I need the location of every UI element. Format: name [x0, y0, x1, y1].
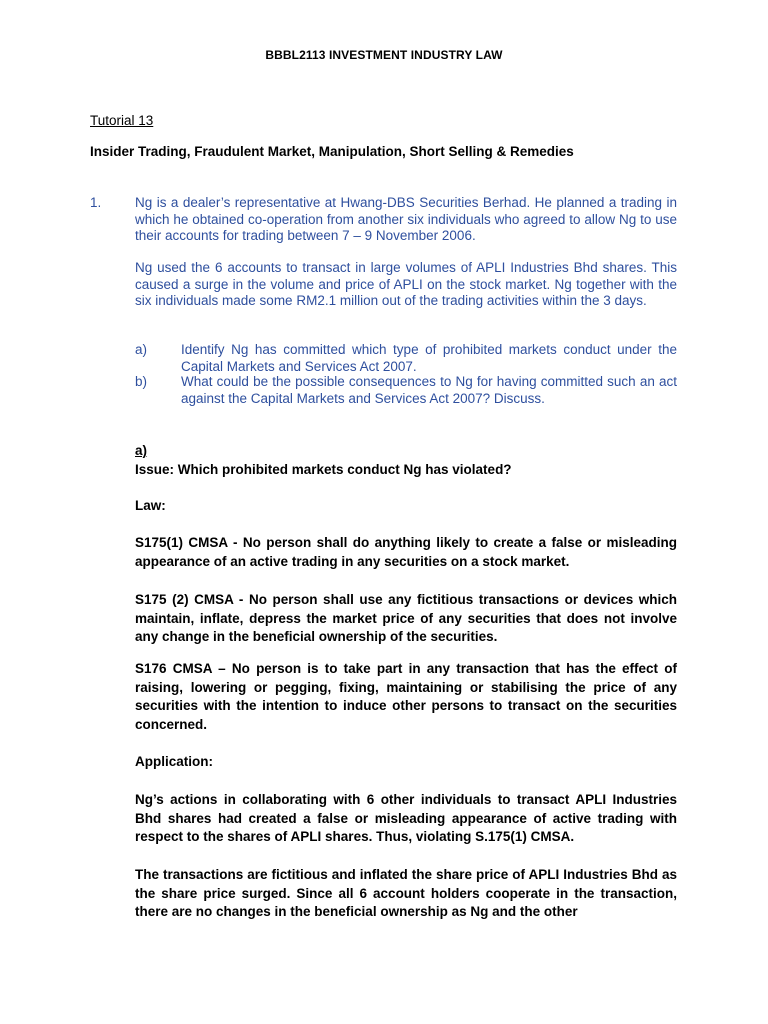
tutorial-label: Tutorial 13 — [90, 113, 154, 128]
question-number: 1. — [90, 195, 102, 210]
question-paragraph-2: Ng used the 6 accounts to transact in large volumes of APLI Industries Bhd shares. This caused a surge in the volume and price of APLI on the stock market. Ng together with the six individuals made some RM2.1 million out of the trading activities within the 3 days. — [135, 260, 677, 309]
sub-question-label: b) — [135, 374, 148, 389]
law-item-s175-2: S175 (2) CMSA - No person shall use any fictitious transactions or devices which maintain, inflate, depress the market price of any securities that does not involve any change in the beneficial ownership of the securities. — [135, 592, 677, 645]
law-item-s175-1: S175(1) CMSA - No person shall do anything likely to create a false or misleading appearance of an active trading in any securities on a stock market. — [135, 535, 677, 569]
course-title: BBBL2113 INVESTMENT INDUSTRY LAW — [265, 48, 503, 62]
sub-question-text: What could be the possible consequences to Ng for having committed such an act against the Capital Markets and Services Act 2007? Discuss. — [181, 374, 677, 406]
sub-question-label: a) — [135, 342, 148, 357]
question-paragraph-1: Ng is a dealer’s representative at Hwang-DBS Securities Berhad. He planned a trading in which he obtained co-operation from another six individuals who agreed to allow Ng to use their accounts for trading between 7 – 9 November 2006. — [135, 195, 677, 244]
application-paragraph-2: The transactions are fictitious and inflated the share price of APLI Industries Bhd as the share price surged. Since all 6 account holders cooperate in the transaction, there are no changes in the beneficial ownership as Ng and the other — [135, 867, 677, 920]
law-heading: Law: — [135, 498, 166, 513]
answer-issue: Issue: Which prohibited markets conduct Ng has violated? — [135, 462, 512, 477]
sub-question-a — [135, 342, 677, 375]
application-paragraph-1: Ng’s actions in collaborating with 6 other individuals to transact APLI Industries Bhd shares had created a false or misleading appearance of active trading with respect to the shares of APLI shares. Thus, violating S.175(1) CMSA. — [135, 792, 677, 845]
application-heading: Application: — [135, 754, 213, 769]
sub-question-text: Identify Ng has committed which type of prohibited markets conduct under the Capital Markets and Services Act 2007. — [181, 342, 677, 374]
law-item-s176: S176 CMSA – No person is to take part in any transaction that has the effect of raising, lowering or pegging, fixing, maintaining or stabilising the price of any securities with the intention to induce other persons to transact on the securities concerned. — [135, 661, 677, 732]
answer-part-label: a) — [135, 443, 148, 458]
tutorial-topic: Insider Trading, Fraudulent Market, Manipulation, Short Selling & Remedies — [90, 144, 574, 159]
sub-question-b — [135, 374, 677, 407]
